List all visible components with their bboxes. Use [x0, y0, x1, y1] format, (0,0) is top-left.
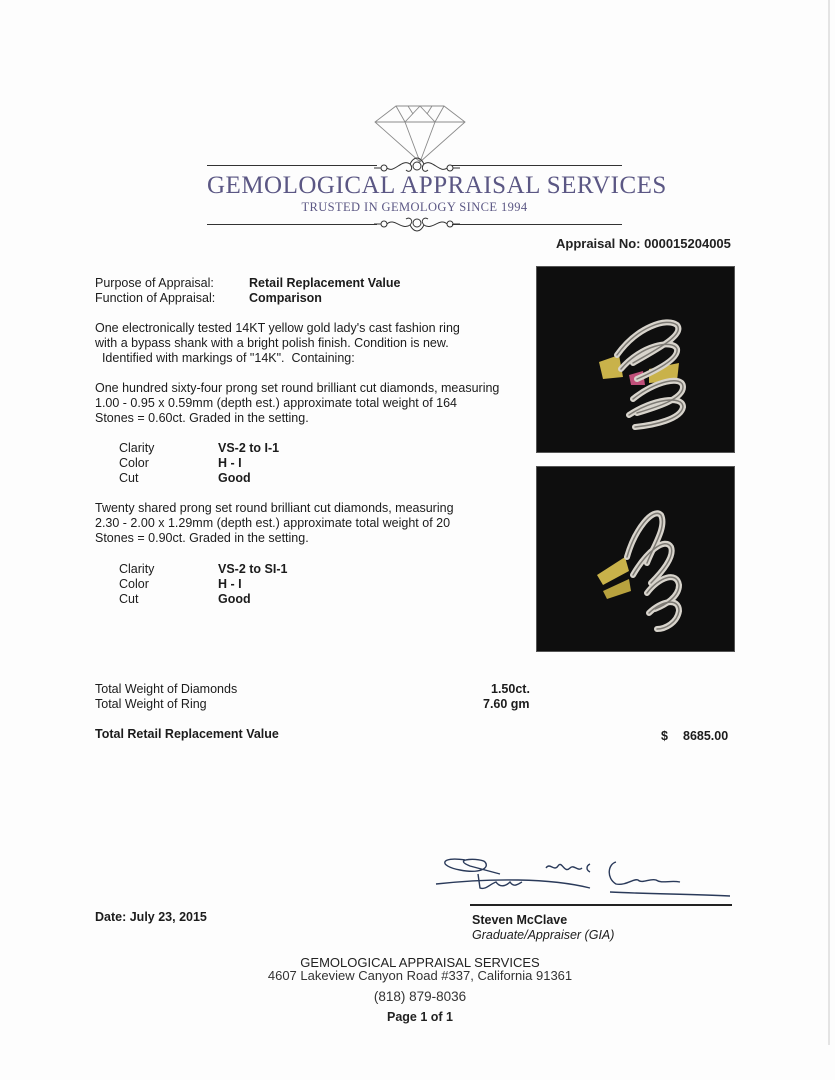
color-label: Color [119, 456, 149, 470]
purpose-value: Retail Replacement Value [249, 276, 401, 290]
page-number: Page 1 of 1 [387, 1010, 453, 1024]
signature [430, 848, 735, 908]
ring-weight-label: Total Weight of Ring [95, 697, 207, 711]
header-rule-bottom [452, 224, 622, 225]
company-tagline: TRUSTED IN GEMOLOGY SINCE 1994 [301, 200, 528, 214]
stone-group-1-line: One hundred sixty-four prong set round brilliant cut diamonds, measuring [95, 381, 500, 395]
diamond-weight-label: Total Weight of Diamonds [95, 682, 238, 696]
stone-group-2-line: Stones = 0.90ct. Graded in the setting. [95, 531, 309, 545]
cut-label: Cut [119, 592, 139, 606]
footer-company: GEMOLOGICAL APPRAISAL SERVICES [300, 955, 540, 970]
purpose-label: Purpose of Appraisal: [95, 276, 214, 290]
function-value: Comparison [249, 291, 322, 305]
cut-value: Good [218, 471, 251, 485]
appraisal-date: Date: July 23, 2015 [95, 910, 207, 924]
page-edge [828, 0, 830, 1045]
color-label: Color [119, 577, 149, 591]
scroll-ornament-icon [372, 213, 462, 235]
color-value: H - I [218, 577, 242, 591]
ring-photo-top [536, 266, 735, 453]
stone-group-2-line: Twenty shared prong set round brilliant cut diamonds, measuring [95, 501, 454, 515]
ring-image [537, 267, 734, 452]
currency-symbol: $ [661, 729, 668, 743]
function-label: Function of Appraisal: [95, 291, 216, 305]
retail-value-amount: 8685.00 [683, 729, 729, 743]
appraiser-name: Steven McClave [472, 913, 568, 927]
signature-line [470, 904, 732, 906]
cut-value: Good [218, 592, 251, 606]
retail-value-label: Total Retail Replacement Value [95, 727, 279, 741]
footer-address: 4607 Lakeview Canyon Road #337, California 91361 [267, 968, 573, 983]
appraisal-number: Appraisal No: 000015204005 [556, 236, 731, 251]
clarity-label: Clarity [119, 441, 155, 455]
header-rule-top [452, 165, 622, 166]
stone-group-2-line: 2.30 - 2.00 x 1.29mm (depth est.) approximate total weight of 20 [95, 516, 451, 530]
clarity-label: Clarity [119, 562, 155, 576]
footer-phone: (818) 879-8036 [373, 989, 467, 1004]
diamond-weight-value: 1.50ct. [491, 682, 530, 696]
clarity-value: VS-2 to I-1 [218, 441, 280, 455]
description-line: Identified with markings of "14K". Containing: [95, 351, 355, 365]
ring-weight-value: 7.60 gm [483, 697, 530, 711]
company-name: GEMOLOGICAL APPRAISAL SERVICES [207, 172, 667, 199]
ring-photo-side [536, 466, 735, 652]
color-value: H - I [218, 456, 242, 470]
header-rule-bottom [207, 224, 377, 225]
appraiser-title: Graduate/Appraiser (GIA) [472, 928, 615, 942]
ring-image [537, 467, 734, 651]
description-line: with a bypass shank with a bright polish finish. Condition is new. [95, 336, 449, 350]
stone-group-1-line: 1.00 - 0.95 x 0.59mm (depth est.) approximate total weight of 164 [95, 396, 458, 410]
header-rule-top [207, 165, 377, 166]
clarity-value: VS-2 to SI-1 [218, 562, 288, 576]
stone-group-1-line: Stones = 0.60ct. Graded in the setting. [95, 411, 309, 425]
description-line: One electronically tested 14KT yellow gold lady's cast fashion ring [95, 321, 460, 335]
cut-label: Cut [119, 471, 139, 485]
